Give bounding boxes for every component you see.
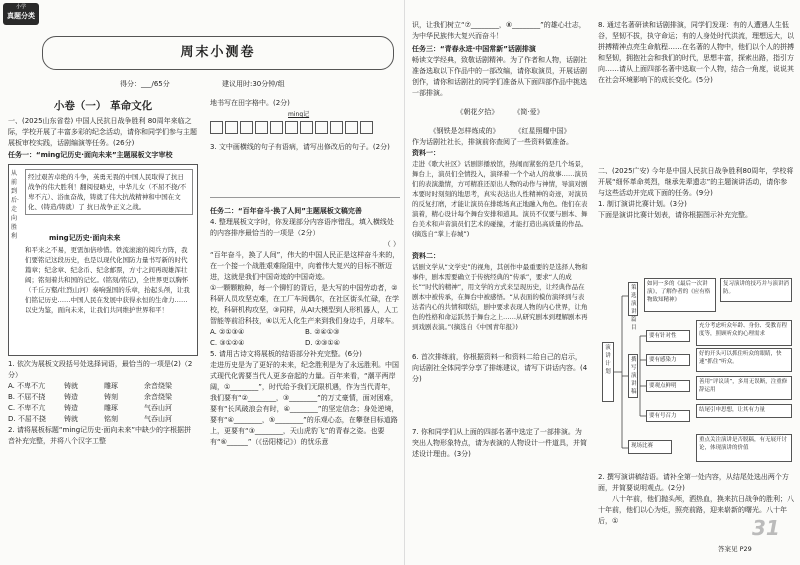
option-row[interactable] xyxy=(8,414,198,425)
board-title: ming记历史·面向未来 xyxy=(49,234,121,242)
option-cell: C. 不卑不亢 xyxy=(8,404,46,412)
badge-main: 真题分类 xyxy=(7,12,35,20)
question-3: 3. 文中画横线的句子有语病，请写出修改后的句子。(2分) xyxy=(210,143,390,151)
question-4: 4. 整理展板文字时，你发现部分内容语序错乱，填入横线处的内容排序最恰当的一项是（2分） xyxy=(210,218,394,237)
q4-paren: （ ） xyxy=(383,240,400,248)
grid-cell[interactable] xyxy=(255,121,268,134)
resource-2-label: 资料二： xyxy=(412,252,440,260)
grid-cell[interactable] xyxy=(210,121,223,134)
task-3-text: 畅读文学经典，致敬话剧精神。为了作者和人物，话剧社准备选取以下作品中的一部改编，请你取演员，开展话剧创作，请你和话剧社的同学们准备从下面四部作品中挑选一部排演。 xyxy=(412,56,587,97)
mm-node-clear-desc: 善用“评议读”，多用无误断，注重修辞运用 xyxy=(696,376,792,400)
question-5: 5. 请用古诗文将展板的结语部分补充完整。(6分) xyxy=(210,350,362,358)
question-7: 7. 你和同学们从上面的四部名著中选定了一部排演。为突出人物形象特点，请为表演的人物设计一件道具，并简述设计理由。(3分) xyxy=(412,428,587,458)
mm-node-write: 撰写演讲稿 xyxy=(628,354,638,398)
option-b[interactable]: B. ②④①③ xyxy=(305,328,340,336)
resource-2-text: 话剧文学从“文学史”的视角，其创作中最重要的是选择人物和事件，剧本需要确立于传统经典的“传承”，要求“人的成长”“时代的精神”，用文学的方式来呈现历史，让经典作品在剧本中被传承，在舞台中被感悟。“从表面的模仿演绎到与表达者内心的共情和联结，剧中要求表现人物的内心世界，让角色的性格和命运跃然于舞台之上……从研究剧本到理解剧本再到戏剧表演。”(摘选自《中国青年报》) xyxy=(412,263,588,331)
book-item: 《简·爱》 xyxy=(513,108,544,116)
mind-map xyxy=(600,276,796,468)
option-cell: 雕琢 xyxy=(104,382,118,390)
question-1: 1. 依次为展板文段括号处选择词语，最恰当的一项是(2)（2分） xyxy=(8,360,193,379)
option-cell: 铸就 xyxy=(64,415,78,423)
mm-node-example: 如同一多的《最后一次讲演》，了解作者的《应有格物致知精神》 xyxy=(644,278,716,312)
answer-reference: 答案见 P29 xyxy=(718,545,752,553)
mm-node-select: 策选演讲篇目 xyxy=(628,282,638,316)
question-8: 8. 通过名著研读和话剧排演，同学们发现：有的人遭遇人生低谷，坚韧不拔，执守命运；有的人身处时代洪流，理想远大，以拼搏精神点亮生命航程……在名著的人物中，他们以个人的拼搏和坚韧，拥抱社会和我们的时代，思想丰富，探索出路，指引方向……请从上面四部名著中选取一个人物，结合一角度，说说其在社会环境影响下的成长变化。(5分) xyxy=(598,21,794,84)
task-3-text-2: 作为话剧社社长，排演前你查阅了一些资料做准备。 xyxy=(412,138,573,146)
part-2-q1: 1. 制订演讲比赛计划。(3分) xyxy=(598,200,687,208)
part-2-intro: 二、(2025广安) 今年是中国人民抗日战争胜利80周年，学校将开展“细怀革命英烈，继承先辈遗志”的主题演讲活动，请你参与这些活动并完成下面的任务。(9分) xyxy=(598,167,794,197)
option-cell: A. 不卑不亢 xyxy=(8,382,46,390)
q1-options xyxy=(8,381,198,425)
q5-continued: 识，让我们树立“⑦________，⑧________”的雄心壮志，为中华民族伟大复兴而奋斗！ xyxy=(412,21,586,40)
badge-top: 小学 xyxy=(15,4,26,10)
grid-cell[interactable] xyxy=(300,121,313,134)
book-item: 《朝花夕拾》 xyxy=(456,108,499,116)
part-2-q1b: 下面是演讲比赛计划表，请你根据图示补充完整。 xyxy=(598,211,752,219)
time-label: 建议用时:30分钟/组 xyxy=(222,80,285,88)
option-cell: 铸就 xyxy=(64,382,78,390)
grid-cell[interactable] xyxy=(360,121,373,134)
task-1-heading: 任务一：“ming记历史·面向未来”主题展板文字审校 xyxy=(8,151,173,159)
option-cell: D. 不屈不挠 xyxy=(8,415,46,423)
grid-cell[interactable] xyxy=(345,121,358,134)
resource-1-label: 资料一： xyxy=(412,149,440,157)
center-fold xyxy=(404,0,405,565)
mm-node-skill: 复习演讲的技巧并与演讲消防。 xyxy=(720,278,792,302)
series-badge xyxy=(3,3,39,25)
grid-cell[interactable] xyxy=(240,121,253,134)
grid-cell[interactable] xyxy=(315,121,328,134)
writing-grid xyxy=(210,119,400,138)
task-3-heading: 任务三：“青春永进·中国常新”话剧排演 xyxy=(412,45,536,53)
option-cell: 气吞山河 xyxy=(144,404,172,412)
book-item: 《钢铁是怎样炼成的》 xyxy=(429,127,500,135)
mm-node-call-desc: 结尾引申思想，让其有力量 xyxy=(696,404,792,418)
mid-column xyxy=(210,98,400,480)
grid-cell[interactable] xyxy=(285,121,298,134)
answer-space[interactable] xyxy=(598,86,794,166)
mm-node-call: 要有号召力 xyxy=(646,410,690,422)
question-6: 6. 首次排练前，你根据资料一和资料二给自己的启示，向话剧社全体同学分享了排练建议，请写下讲话内容。(4分) xyxy=(412,353,588,383)
option-c[interactable]: C. ③①②④ xyxy=(210,339,245,347)
mid-right-column xyxy=(412,20,588,460)
title-frame xyxy=(42,36,394,70)
mm-node-contest: 现场比赛 xyxy=(628,440,672,454)
option-row[interactable] xyxy=(8,381,198,392)
option-cell: 铸造 xyxy=(64,404,78,412)
answer-space[interactable] xyxy=(412,385,588,427)
option-cell: 铸造 xyxy=(64,393,78,401)
board-side-label: 从前到后·走向胜利 xyxy=(11,170,19,240)
option-cell: B. 不屈不挠 xyxy=(8,393,46,401)
exhibit-board xyxy=(8,164,198,356)
board-text-1: 经过艰苦卓绝的斗争，英勇无畏的中国人民取得了抗日战争的伟大胜利！翻阅侵略史，中华儿女（不屈不挠/不卑不亢）、浴血奋战，铸就了伟大抗战精神和中国在文化、(铸造/铸就）了 抗日战争正义之战。 xyxy=(25,169,193,215)
passage-2: ①一颗颗粮种，每一个铆钉的背后，是大写的中国劳动者，②科研人员攻坚克难，在工厂车间偶尔，在社区街头忙碌，在学校，科研机构攻坚，③同样，从AI大模型到人形机器人，人工智能等前沿科技，⑥以无人化生产来到我们身边手，月球车。 xyxy=(210,284,399,325)
page-number: 31 xyxy=(752,516,780,540)
option-row[interactable] xyxy=(8,403,198,414)
option-a[interactable]: A. ②①③④ xyxy=(210,328,245,336)
mm-node-targeted: 要有针对性 xyxy=(646,330,690,342)
mm-node-appeal: 要有感染力 xyxy=(646,354,690,366)
passage-3: 走进历史是为了更好的未来，纪念胜利是为了永远胜利。中国式现代化需要当代人更多奋起的力量。百年来看，“潮平两岸阔，①________”，时代给予我们无限机遇，作为当代青年，我们要有“②________，③________”的万丈豪情，面对困难，要有“长风破浪会有时，④________”的坚定信念；身处逆境，要有“④________，⑤________”的乐观心态，在攀登目标道路上，更要有“③________，天山虎豹飞”的青春之姿。也要有“⑥______”（《岳阳楼记》）的忧乐意 xyxy=(210,361,399,446)
right-column xyxy=(598,20,794,221)
score-label: 得分：___/65分 xyxy=(120,80,170,88)
task-2-heading: 任务二：“百年奋斗·换了人间”主题展板文稿完善 xyxy=(210,207,362,215)
mm-node-contest-desc: 重点关注演讲是否脱稿，有无展开讨论，体现演讲的价值 xyxy=(696,434,792,462)
passage-1: “百年奋斗，换了人间”，伟大的中国人民正是这样奋斗来的，在一个接一个战胜艰难险阻中，向着伟大复兴的目标不断迈进，这就是我们中国奇迹的中国奇迹。 xyxy=(210,251,400,281)
option-cell: 铭刻 xyxy=(104,415,118,423)
section-title: 小卷（一） 革命文化 xyxy=(53,100,153,112)
page-title: 周末小测卷 xyxy=(180,45,256,60)
part-2-q2: 2. 撰写演讲稿结语。请补全第一处内容，从结尾处选出两个方面，并简要说明观点。(2分) xyxy=(598,473,789,492)
option-cell: 余音绕梁 xyxy=(144,382,172,390)
mm-node-targeted-desc: 充分考虑听众年龄、身份、受教育程度等，照顾听众的心理需求 xyxy=(696,320,792,346)
ming-label: ming记 xyxy=(288,111,310,118)
left-column xyxy=(8,98,198,447)
book-item: 《红星照耀中国》 xyxy=(514,127,571,135)
option-cell: 余音绕梁 xyxy=(144,393,172,401)
question-2: 2. 请将展板标题“ming记历史·面向未来”中缺少的字根据拼音补充完整，并将八个汉字工整 xyxy=(8,426,192,445)
option-cell: 雕琢 xyxy=(104,404,118,412)
resource-1-text: 走进《歌大社区》话剧影播放馆，热闹而紧张的是几个场景，舞台上，演员们全情投入，演绎着一个个动人的故事……演员们的表演激情，方可精准还原出人物的动作与神情，导演对剧本要时时刻刻的地思考，真实表达出人性精神的奇迹，对演员的反复打磨，才能让演员在排练场真正地融入角色。他们在表演着，精心设计每个舞台安排和道具。演员不仅要与剧本、舞台美术和声音演员们艺术的碰撞，才能打造出高质量的作品。(摘选自“掌上春城”) xyxy=(412,160,588,238)
grid-cell[interactable] xyxy=(330,121,343,134)
grid-cell[interactable] xyxy=(225,121,238,134)
book-list xyxy=(412,99,588,137)
q2-continued: 地书写在田字格中。(2分) xyxy=(210,99,290,107)
option-d[interactable]: D. ②③①④ xyxy=(305,339,340,347)
answer-line[interactable] xyxy=(210,197,400,198)
option-cell: 气吞山河 xyxy=(144,415,172,423)
q4-options xyxy=(210,327,400,349)
board-text-2: 和平来之不易，更需加倍珍惜。铁流滚滚的阅兵方阵，我们要铭记这段历史，也是以现代化国防力量书写新的时代篇章；纪念章、纪念币、纪念邮票，方寸之间再现雄浑壮阔；铭刻着共和国的记忆。(铭刻/铭记)，全世界更以胸怀（千丘万壑/壮烈山河）奏响强国的乐章，抬起头颅，让我们铭记历史……中国人民在发展中获得永恒的生命力……以史为鉴，面向未来，让我们共同维护世界和平！ xyxy=(25,246,190,314)
question-intro: 一、(2025山东省卷) 中国人民抗日战争胜利 80周年来临之际，学校开展了丰富多彩的纪念活动，请你和同学们参与主题展板审校实践，话剧编演等任务。(26分) xyxy=(8,117,197,147)
mind-map-root: 演讲计划 xyxy=(602,342,614,402)
mm-node-clear: 要观点鲜明 xyxy=(646,380,690,392)
option-row[interactable] xyxy=(8,392,198,403)
option-cell: 铸刻 xyxy=(104,393,118,401)
final-passage: 八十年前，他们抛头颅，洒热血，换来抗日战争的胜利；八十年前，他们以心为炬，照亮前路，迎来崭新的曙光。八十年后，① xyxy=(598,495,794,525)
mm-node-appeal-desc: 好的开头可以抓住听众的眼睛，快速“抓住”听众。 xyxy=(696,348,792,372)
grid-cell[interactable] xyxy=(270,121,283,134)
